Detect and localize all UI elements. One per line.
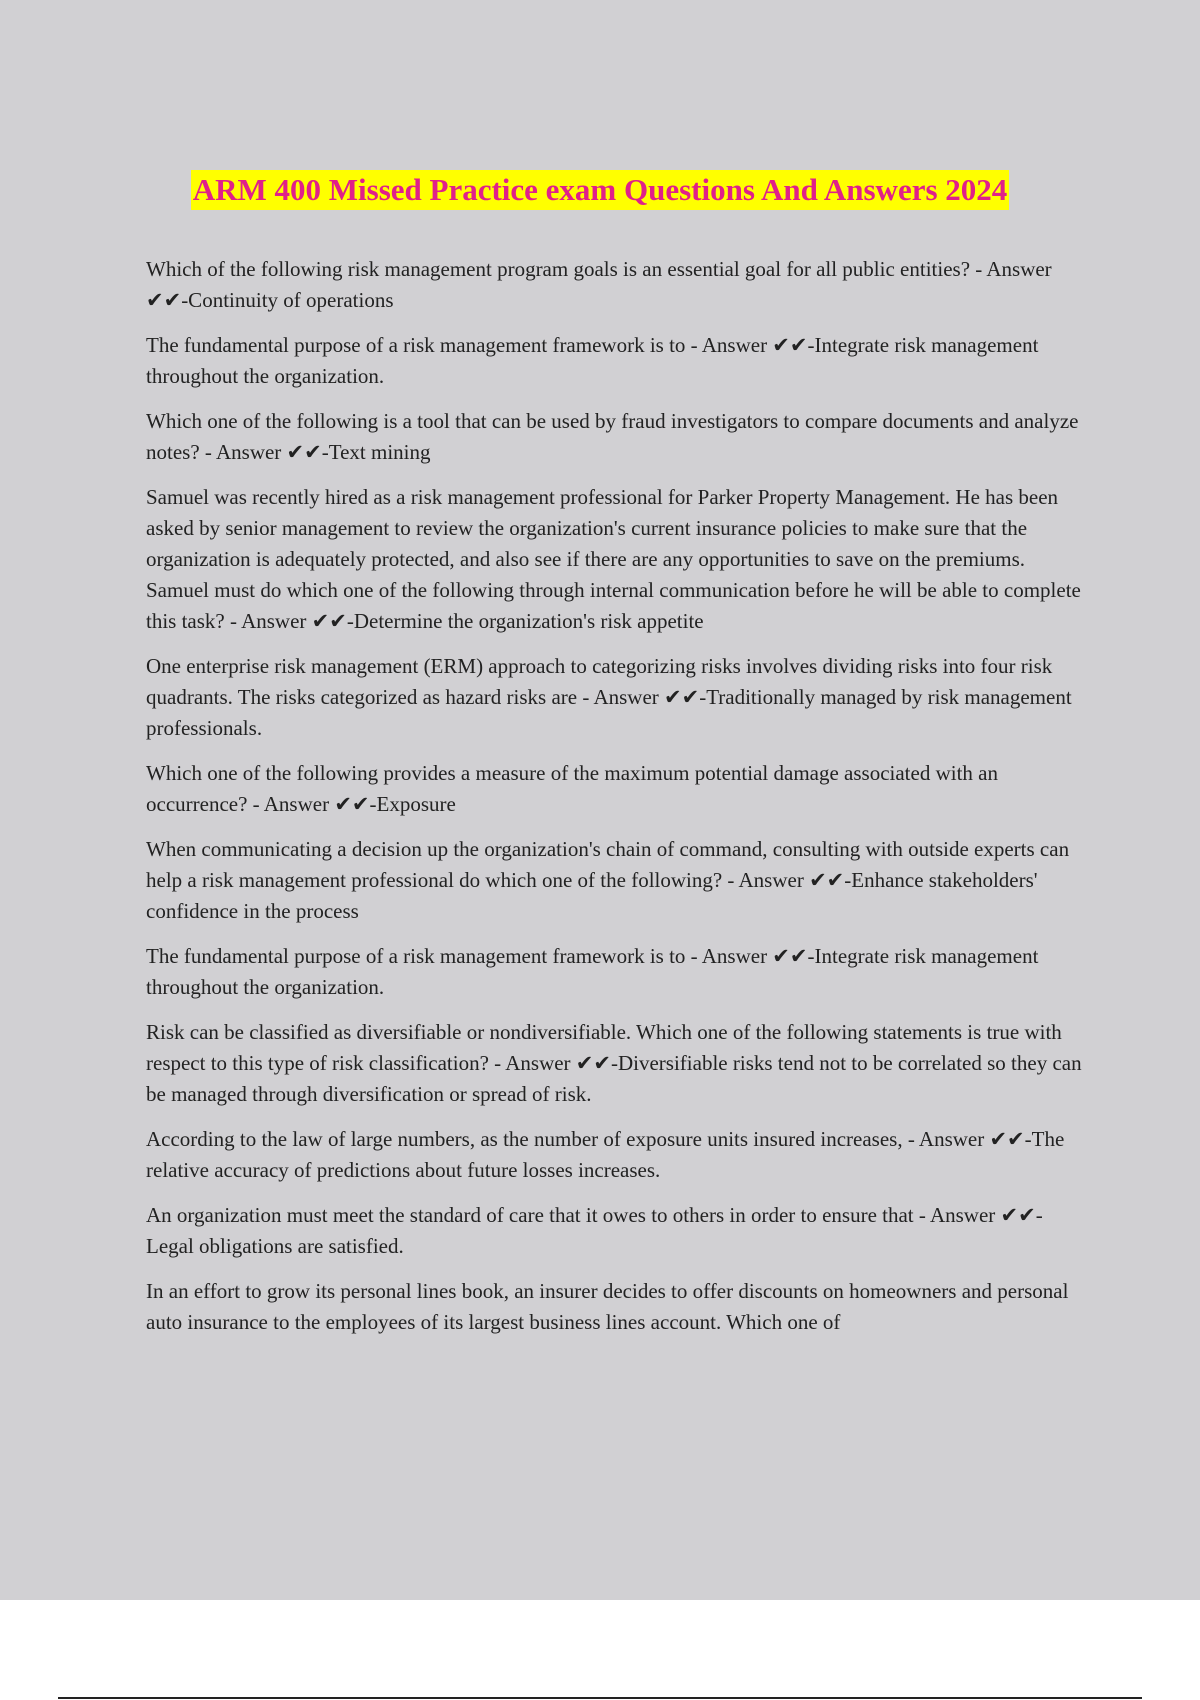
qa-item: Risk can be classified as diversifiable or nondiversifiable. Which one of the following statements is true with respect to this type of risk classification? - Answer ✔✔-Diversifiable risks tend not to be correlated so they can be managed through diversification or spread of risk. — [146, 1020, 1082, 1106]
document-title: ARM 400 Missed Practice exam Questions And Answers 2024 — [191, 170, 1010, 210]
qa-item: When communicating a decision up the organization's chain of command, consulting with outside experts can help a risk management professional do which one of the following? - Answer ✔✔-Enhance stakeholders' confidence in the process — [146, 837, 1070, 923]
qa-item: One enterprise risk management (ERM) approach to categorizing risks involves dividing risks into four risk quadrants. The risks categorized as hazard risks are - Answer ✔✔-Traditionally managed by risk management professionals. — [146, 654, 1072, 740]
qa-item: An organization must meet the standard of care that it owes to others in order to ensure that - Answer ✔✔-Legal obligations are satisfied. — [146, 1203, 1043, 1258]
footer-divider — [58, 1697, 1142, 1699]
qa-item: Which one of the following provides a measure of the maximum potential damage associated with an occurrence? - Answer ✔✔-Exposure — [146, 761, 998, 816]
qa-item: Samuel was recently hired as a risk management professional for Parker Property Management. He has been asked by senior management to review the organization's current insurance policies to make sure that the organization is adequately protected, and also see if there are any opportunities to save on the premiums. Samuel must do which one of the following through internal communication before he will be able to complete this task? - Answer ✔✔-Determine the organization's risk appetite — [146, 485, 1081, 633]
qa-item: According to the law of large numbers, as the number of exposure units insured increases, - Answer ✔✔-The relative accuracy of predictions about future losses increases. — [146, 1127, 1065, 1182]
title-wrap — [0, 170, 1200, 210]
qa-item: Which one of the following is a tool that can be used by fraud investigators to compare documents and analyze notes? - Answer ✔✔-Text mining — [146, 409, 1079, 464]
qa-list — [146, 254, 1086, 1352]
qa-item: The fundamental purpose of a risk management framework is to - Answer ✔✔-Integrate risk management throughout the organization. — [146, 333, 1039, 388]
qa-item: In an effort to grow its personal lines book, an insurer decides to offer discounts on homeowners and personal auto insurance to the employees of its largest business lines account. Which one of — [146, 1279, 1069, 1334]
qa-item: The fundamental purpose of a risk management framework is to - Answer ✔✔-Integrate risk management throughout the organization. — [146, 944, 1039, 999]
qa-item: Which of the following risk management program goals is an essential goal for all public entities? - Answer ✔✔-Continuity of operations — [146, 257, 1052, 312]
